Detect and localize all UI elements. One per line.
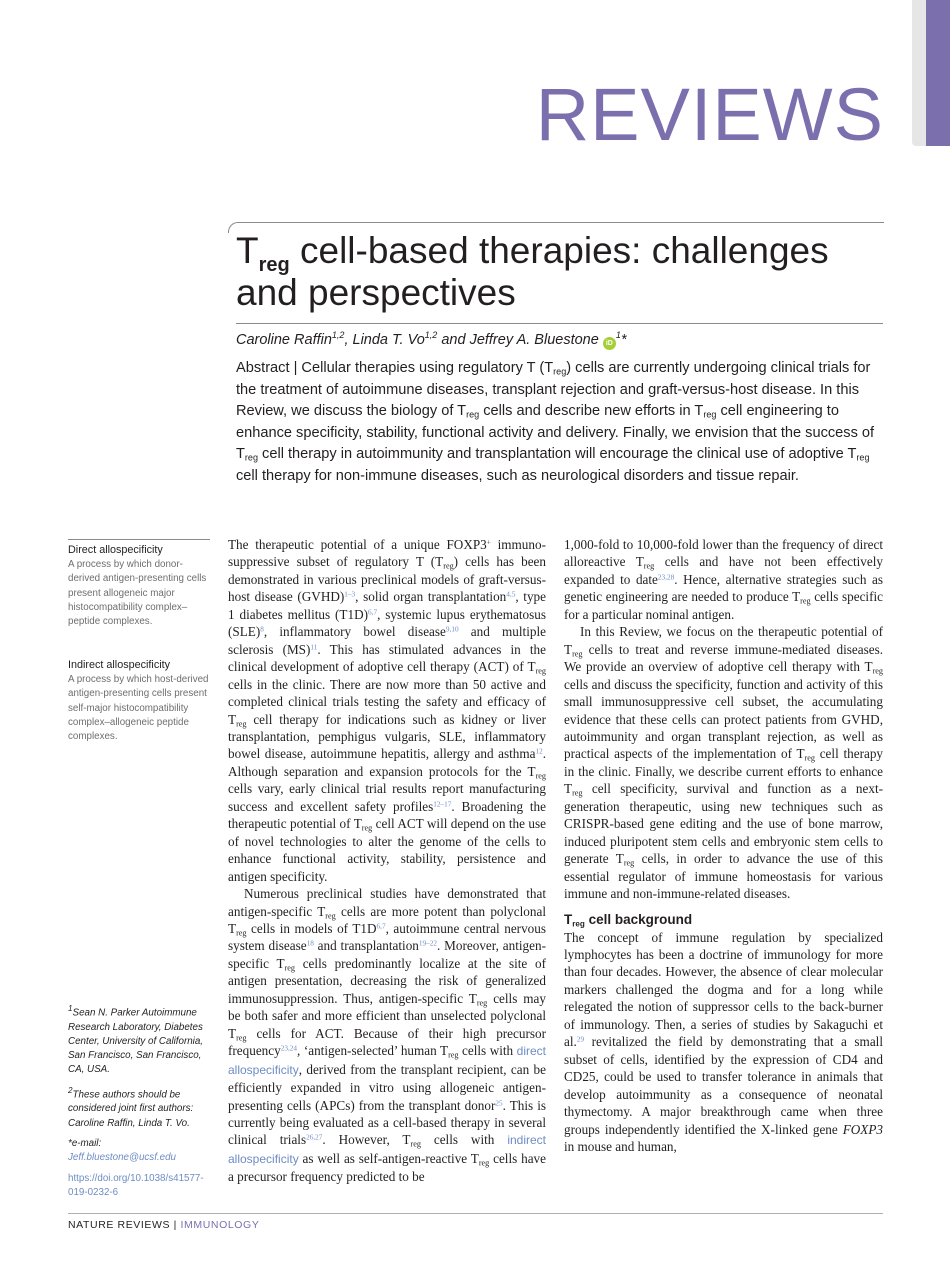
article-title: $T_{reg}$ cell-based therapies: challenges and perspectives xyxy=(236,230,829,313)
sidebar-rule xyxy=(68,539,210,540)
author-name: Linda T. Vo xyxy=(352,331,425,348)
abstract: Abstract | Cellular therapies using regulatory T $(T_{reg})$ cells are currently undergoing clinical trials for the treatment of autoimmune diseases, transplant rejection and graft-versus-host disease. In this Review, we discuss the biology of $T_{reg}$ cells and describe new efforts in $T_{reg}$ cell engineering to enhance specificity, stability, functional activity and delivery. Finally, we envision that the success of $T_{reg}$ cell therapy in autoimmunity and transplantation will encourage the clinical use of adoptive $T_{reg}$ cell therapy for non-immune diseases, such as neurological disorders and tissue repair. xyxy=(236,360,875,484)
body-column-left: The therapeutic potential of a unique FOXP3+ immunosuppressive subset of regulatory T $(T_{reg})$ cells has been demonstrated in various preclinical models of graft-versus-host disease (GVHD)$^{1-3}$, solid organ transplantation$^{4,5}$, type 1 diabetes mellitus $(T1D)^{6,7}$, systemic lupus erythematosus (SLE)$^8$, inflammatory bowel disease$^{9,10}$ and multiple sclerosis (MS)$^{11}$. This has stimulated advances in the clinical development of adoptive cell therapy (ACT) of $T_{reg}$ cells in the clinic. There are now more than 50 active and completed clinical trials testing the safety and efficacy of $T_{reg}$ cell therapy for indications such as kidney or liver transplantation, pemphigus vulgaris, SLE, inflammatory bowel disease, autoimmune hepatitis, allergy and asthma$^{12}$. Although separation and expansion protocols for the $T_{reg}$ cells vary, early clinical trial results report manufacturing success and excellent safety profiles$^{12-17}$. Broadening the therapeutic potential of $T_{reg}$ cell ACT will depend on the use of novel technologies to alter the genome of the cells to enhance functional activity, stability, persistence and antigen specificity. Numerous preclinical studies have demonstrated that antigen-specific $T_{reg}$ cells are more potent than polyclonal $T_{reg}$ cells in models of $T1D^{6,7}$, autoimmune central nervous system disease$^{18}$ and transplantation$^{19-22}$. Moreover, antigen-specific $T_{reg}$ cells predominantly localize at the site of antigen presentation, decreasing the risk of generalized immunosuppression. Thus, antigen-specific $T_{reg}$ cells may be both safer and more efficient than unselected polyclonal $T_{reg}$ cells for ACT. Because of their high precursor frequency$^{23,24}$, ‘antigen-selected’ human $T_{reg}$ cells with direct allospecificity, derived from the transplant recipient, can be efficiently expanded in vitro using allogeneic antigen-presenting cells (APCs) from the transplant donor$^{25}$. This is currently being evaluated as a cell-based therapy in several clinical trials$^{26,27}$. However, $T_{reg}$ cells with indirect allospecificity as well as self-antigen-reactive $T_{reg}$ cells have a precursor frequency predicted to be xyxy=(228,537,547,1185)
doi-link[interactable]: https://doi.org/10.1038/s41577-019-0232-6 xyxy=(68,1172,204,1198)
body-column-right: 1,000-fold to 10,000-fold lower than the frequency of direct alloreactive $T_{reg}$ cells and have not been effectively expanded to date$^{23,28}$. Hence, alternative strategies such as genetic engineering are needed to produce $T_{reg}$ cells specific for a particular nominal antigen. In this Review, we focus on the therapeutic potential of $T_{reg}$ cells to treat and reverse immune-mediated diseases. We provide an overview of adoptive cell therapy with $T_{reg}$ cells and discuss the specificity, function and activity of this small immunosuppressive cell subset, the accumulating evidence that these cells can protect patients from GVHD, autoimmunity and organ transplant rejection, as well as practical aspects of the implementation of $T_{reg}$ cell therapy in the clinic. Finally, we describe current efforts to enhance $T_{reg}$ cell specificity, survival and function as a next-generation therapeutic, using new techniques such as CRISPR-based gene editing and the use of bone marrow, induced pluripotent stem cells and embryonic stem cells to generate $T_{reg}$ cells, in order to advance the use of this essential regulator of immune homeostasis for various immune and non-immune-related diseases. $T_{reg}$ cell background The concept of immune regulation by specialized lymphocytes has been a doctrine of immunology for more than four decades. However, the absence of clear molecular markers challenged the dogma and for a long while relegated the notion of suppressor cells to the back-burner of immunology. Then, a series of studies by Sakaguchi et al.$^{29}$ revitalized the field by demonstrating that a small subset of cells, identified by the expression of CD4 and CD25, could be used to transfer tolerance in animals that develop autoimmunity as a consequence of neonatal thymectomy. A major breakthrough came when three groups independently identified the X-linked gene FOXP3 in mouse and human, xyxy=(564,537,884,1154)
glossary-definition: A process by which host-derived antigen-presenting cells present self-major histocompatibility complex–allogeneic peptide complexes. xyxy=(68,674,209,743)
glossary-term: Indirect allospecificity xyxy=(68,659,171,671)
section-heading: $T_{reg}$ cell background xyxy=(564,911,693,928)
glossary-item xyxy=(68,544,210,629)
equal-contribution-note: $^2$These authors should be considered joint first authors: Caroline Raffin, Linda T. Vo. xyxy=(68,1085,194,1129)
glossary-item xyxy=(68,659,210,744)
page-footer: NATURE REVIEWS | IMMUNOLOGY xyxy=(68,1219,260,1231)
section-tab-accent xyxy=(926,0,950,146)
author-list: Caroline Raffin$^{1,2}$, Linda T. Vo$^{1,2}$ and Jeffrey A. Bluestone $iD^1*$ xyxy=(236,330,627,348)
orcid-icon[interactable]: iD xyxy=(603,337,616,350)
glossary-term: Direct allospecificity xyxy=(68,544,163,556)
affiliations xyxy=(68,1002,210,1206)
glossary-definition: A process by which donor-derived antigen-presenting cells present allogeneic major histocompatibility complex–peptide complexes. xyxy=(68,559,207,628)
section-header: REVIEWS xyxy=(535,73,884,156)
author-name: Jeffrey A. Bluestone xyxy=(469,331,599,348)
email-link[interactable]: Jeff.bluestone@ucsf.edu xyxy=(68,1152,176,1164)
footer-rule xyxy=(68,1213,883,1214)
author-rule xyxy=(236,323,883,324)
email-line: *e-mail: Jeff.bluestone@ucsf.edu xyxy=(68,1137,176,1164)
author-name: Caroline Raffin xyxy=(236,331,332,348)
affiliation: $^1$Sean N. Parker Autoimmune Research Laboratory, Diabetes Center, University of California, San Francisco, San Francisco, CA, USA. xyxy=(68,1004,204,1076)
